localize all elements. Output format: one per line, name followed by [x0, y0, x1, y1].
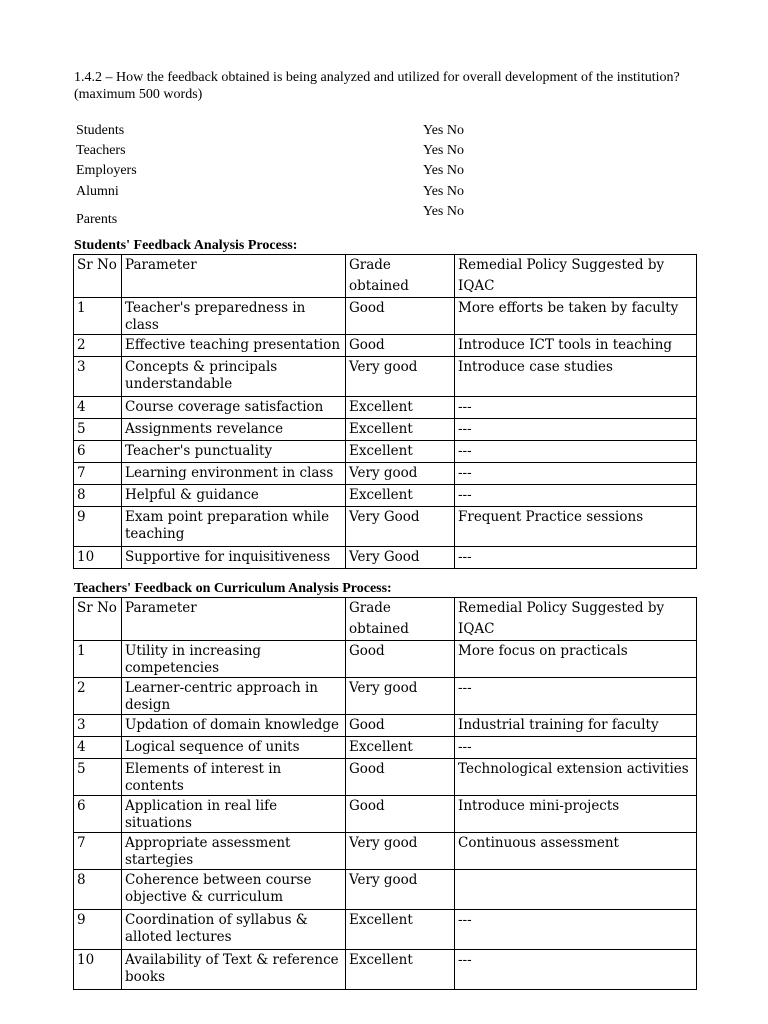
cell-remedial: Technological extension activities	[455, 759, 697, 796]
students-feedback-table	[73, 254, 697, 569]
cell-sr: 8	[74, 870, 122, 910]
table-row	[74, 507, 697, 547]
stakeholder-options: Yes No	[423, 143, 464, 158]
stakeholder-row	[76, 161, 496, 181]
header-grade: Grade obtained	[346, 598, 455, 641]
cell-parameter: Effective teaching presentation	[122, 335, 346, 357]
cell-sr: 1	[74, 641, 122, 678]
stakeholder-options: Yes No	[423, 204, 464, 219]
table-row	[74, 547, 697, 569]
cell-sr: 3	[74, 715, 122, 737]
header-grade: Grade obtained	[346, 255, 455, 298]
cell-parameter: Concepts & principals understandable	[122, 357, 346, 397]
table-header-row	[74, 255, 697, 298]
cell-grade: Good	[346, 759, 455, 796]
cell-remedial	[455, 870, 697, 910]
stakeholder-row	[76, 121, 496, 141]
header-remedial: Remedial Policy Suggested by IQAC	[455, 255, 697, 298]
stakeholder-name: Employers	[76, 163, 137, 178]
stakeholder-name: Students	[76, 123, 125, 138]
question-text: 1.4.2 – How the feedback obtained is being analyzed and utilized for overall development of the institution? (maximum 500 words)	[74, 70, 680, 102]
header-parameter: Parameter	[122, 598, 346, 641]
teachers-feedback-table	[73, 597, 697, 990]
cell-parameter: Updation of domain knowledge	[122, 715, 346, 737]
stakeholder-row	[76, 182, 496, 202]
cell-sr: 4	[74, 737, 122, 759]
table-row	[74, 737, 697, 759]
cell-grade: Very Good	[346, 507, 455, 547]
table-row	[74, 357, 697, 397]
cell-remedial: Frequent Practice sessions	[455, 507, 697, 547]
cell-remedial: ---	[455, 419, 697, 441]
table-row	[74, 759, 697, 796]
stakeholder-row	[76, 210, 496, 230]
cell-parameter: Assignments revelance	[122, 419, 346, 441]
cell-remedial: ---	[455, 485, 697, 507]
cell-grade: Very good	[346, 678, 455, 715]
table-row	[74, 715, 697, 737]
cell-grade: Excellent	[346, 397, 455, 419]
cell-parameter: Helpful & guidance	[122, 485, 346, 507]
cell-remedial: More focus on practicals	[455, 641, 697, 678]
stakeholder-name: Teachers	[76, 143, 126, 158]
cell-sr: 7	[74, 833, 122, 870]
cell-parameter: Coherence between course objective & curriculum	[122, 870, 346, 910]
cell-remedial: More efforts be taken by faculty	[455, 298, 697, 335]
cell-sr: 4	[74, 397, 122, 419]
cell-parameter: Teacher's punctuality	[122, 441, 346, 463]
cell-sr: 8	[74, 485, 122, 507]
teachers-table-title: Teachers' Feedback on Curriculum Analysis Process:	[74, 581, 392, 596]
cell-grade: Very Good	[346, 547, 455, 569]
table-row	[74, 441, 697, 463]
cell-parameter: Logical sequence of units	[122, 737, 346, 759]
cell-grade: Very good	[346, 833, 455, 870]
cell-parameter: Exam point preparation while teaching	[122, 507, 346, 547]
header-parameter: Parameter	[122, 255, 346, 298]
table-row	[74, 833, 697, 870]
cell-grade: Good	[346, 641, 455, 678]
cell-remedial: Industrial training for faculty	[455, 715, 697, 737]
table-row	[74, 870, 697, 910]
table-row	[74, 910, 697, 950]
table-row	[74, 485, 697, 507]
students-table-title: Students' Feedback Analysis Process:	[74, 238, 298, 253]
cell-grade: Excellent	[346, 737, 455, 759]
cell-grade: Excellent	[346, 419, 455, 441]
table-row	[74, 419, 697, 441]
cell-sr: 3	[74, 357, 122, 397]
table-header-row	[74, 598, 697, 641]
stakeholder-options: Yes No	[423, 184, 464, 199]
cell-remedial: ---	[455, 441, 697, 463]
table-row	[74, 335, 697, 357]
cell-sr: 9	[74, 910, 122, 950]
cell-parameter: Learning environment in class	[122, 463, 346, 485]
cell-parameter: Coordination of syllabus & alloted lectures	[122, 910, 346, 950]
cell-grade: Very good	[346, 357, 455, 397]
cell-remedial: Continuous assessment	[455, 833, 697, 870]
header-sr-no: Sr No	[74, 255, 122, 298]
cell-grade: Very good	[346, 463, 455, 485]
table-row	[74, 678, 697, 715]
table-row	[74, 397, 697, 419]
cell-remedial: ---	[455, 910, 697, 950]
cell-grade: Good	[346, 715, 455, 737]
stakeholder-name: Alumni	[76, 184, 119, 199]
cell-sr: 6	[74, 441, 122, 463]
cell-sr: 5	[74, 419, 122, 441]
cell-grade: Good	[346, 335, 455, 357]
header-sr-no: Sr No	[74, 598, 122, 641]
table-row	[74, 298, 697, 335]
cell-parameter: Supportive for inquisitiveness	[122, 547, 346, 569]
cell-remedial: ---	[455, 678, 697, 715]
cell-grade: Good	[346, 298, 455, 335]
cell-sr: 6	[74, 796, 122, 833]
cell-parameter: Application in real life situations	[122, 796, 346, 833]
cell-sr: 7	[74, 463, 122, 485]
cell-parameter: Learner-centric approach in design	[122, 678, 346, 715]
cell-grade: Excellent	[346, 950, 455, 990]
table-row	[74, 463, 697, 485]
cell-sr: 2	[74, 335, 122, 357]
cell-remedial: Introduce mini-projects	[455, 796, 697, 833]
cell-parameter: Teacher's preparedness in class	[122, 298, 346, 335]
header-remedial: Remedial Policy Suggested by IQAC	[455, 598, 697, 641]
cell-parameter: Elements of interest in contents	[122, 759, 346, 796]
cell-grade: Good	[346, 796, 455, 833]
table-row	[74, 950, 697, 990]
cell-remedial: ---	[455, 737, 697, 759]
stakeholder-row	[76, 141, 496, 161]
table-row	[74, 641, 697, 678]
stakeholder-options: Yes No	[423, 163, 464, 178]
table-row	[74, 796, 697, 833]
cell-sr: 5	[74, 759, 122, 796]
cell-remedial: ---	[455, 463, 697, 485]
cell-sr: 1	[74, 298, 122, 335]
cell-sr: 10	[74, 950, 122, 990]
cell-sr: 2	[74, 678, 122, 715]
cell-remedial: Introduce case studies	[455, 357, 697, 397]
cell-remedial: Introduce ICT tools in teaching	[455, 335, 697, 357]
cell-parameter: Course coverage satisfaction	[122, 397, 346, 419]
stakeholder-options: Yes No	[423, 123, 464, 138]
cell-remedial: ---	[455, 547, 697, 569]
cell-parameter: Availability of Text & reference books	[122, 950, 346, 990]
cell-grade: Excellent	[346, 910, 455, 950]
stakeholder-name: Parents	[76, 212, 118, 227]
cell-sr: 10	[74, 547, 122, 569]
cell-sr: 9	[74, 507, 122, 547]
cell-grade: Very good	[346, 870, 455, 910]
cell-remedial: ---	[455, 950, 697, 990]
cell-remedial: ---	[455, 397, 697, 419]
cell-grade: Excellent	[346, 441, 455, 463]
cell-parameter: Utility in increasing competencies	[122, 641, 346, 678]
cell-parameter: Appropriate assessment startegies	[122, 833, 346, 870]
cell-grade: Excellent	[346, 485, 455, 507]
